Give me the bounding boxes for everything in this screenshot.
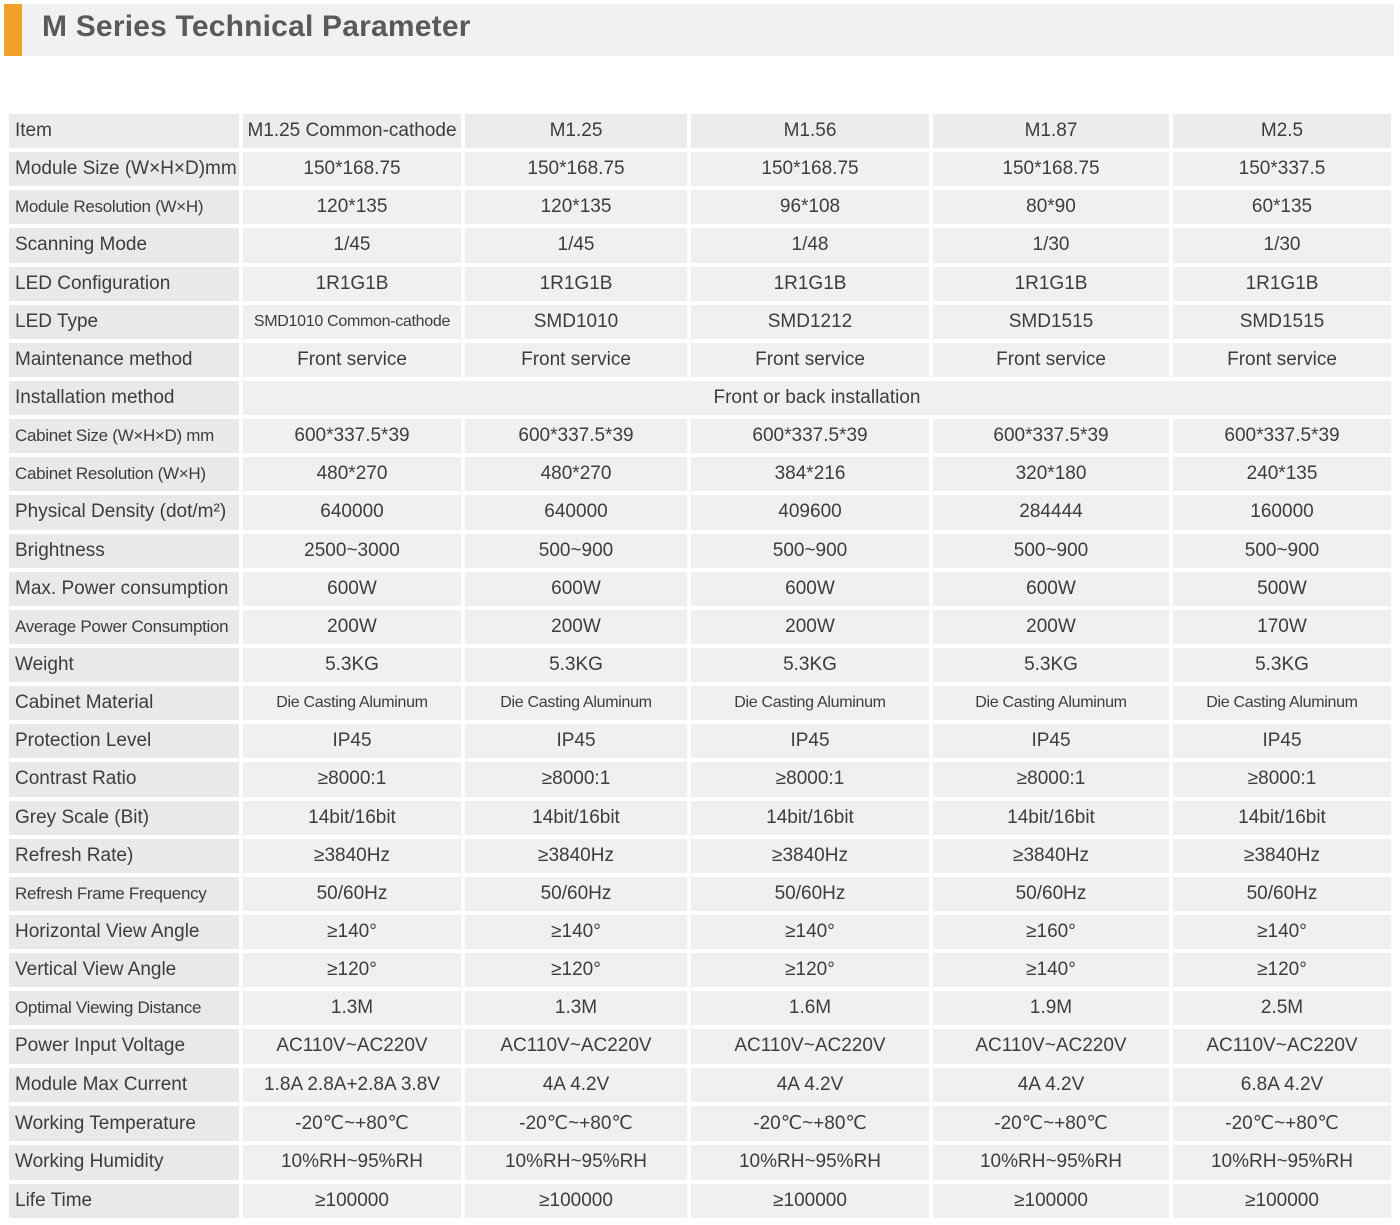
- table-cell: 150*337.5: [1173, 152, 1391, 186]
- row-label: Max. Power consumption: [9, 572, 239, 606]
- table-cell: 6.8A 4.2V: [1173, 1068, 1391, 1102]
- table-cell: 600W: [243, 572, 461, 606]
- table-cell: 240*135: [1173, 457, 1391, 491]
- row-label: Contrast Ratio: [9, 762, 239, 796]
- table-cell: 500~900: [691, 534, 929, 568]
- row-label: LED Type: [9, 305, 239, 339]
- table-row: [9, 801, 1391, 835]
- table-cell: 600W: [465, 572, 687, 606]
- table-row: [9, 419, 1391, 453]
- table-cell: 2.5M: [1173, 991, 1391, 1025]
- table-row: [9, 572, 1391, 606]
- table-row: [9, 190, 1391, 224]
- table-cell: ≥100000: [691, 1184, 929, 1219]
- table-row: [9, 495, 1391, 529]
- table-cell: 1.3M: [465, 991, 687, 1025]
- table-cell: -20℃~+80℃: [243, 1106, 461, 1142]
- table-cell: 150*168.75: [691, 152, 929, 186]
- table-cell: IP45: [243, 724, 461, 758]
- table-row: [9, 648, 1391, 682]
- table-row: [9, 1184, 1391, 1219]
- table-cell: 5.3KG: [465, 648, 687, 682]
- table-cell: AC110V~AC220V: [933, 1029, 1169, 1063]
- table-cell: ≥3840Hz: [1173, 839, 1391, 873]
- row-label: Optimal Viewing Distance: [9, 991, 239, 1025]
- row-label: Cabinet Material: [9, 686, 239, 720]
- table-cell: 500~900: [933, 534, 1169, 568]
- table-cell: ≥160°: [933, 915, 1169, 949]
- table-cell: 600*337.5*39: [465, 419, 687, 453]
- row-label: Module Size (W×H×D)mm: [9, 152, 239, 186]
- row-label: Refresh Rate): [9, 839, 239, 873]
- row-label: Life Time: [9, 1184, 239, 1219]
- table-cell: 1/45: [243, 228, 461, 262]
- table-cell: 1.6M: [691, 991, 929, 1025]
- table-cell: 5.3KG: [243, 648, 461, 682]
- row-label: Module Max Current: [9, 1068, 239, 1102]
- title-bar: [4, 4, 1394, 56]
- table-cell: 600W: [691, 572, 929, 606]
- table-row: [9, 152, 1391, 186]
- row-label: Vertical View Angle: [9, 953, 239, 987]
- table-cell: ≥120°: [691, 953, 929, 987]
- table-cell: ≥3840Hz: [465, 839, 687, 873]
- table-cell: 320*180: [933, 457, 1169, 491]
- row-label: Grey Scale (Bit): [9, 801, 239, 835]
- table-cell: AC110V~AC220V: [465, 1029, 687, 1063]
- table-cell: 1R1G1B: [933, 267, 1169, 301]
- table-cell: 10%RH~95%RH: [933, 1145, 1169, 1179]
- table-row: [9, 953, 1391, 987]
- table-cell: ≥140°: [243, 915, 461, 949]
- table-cell: ≥8000:1: [465, 762, 687, 796]
- table-cell: 150*168.75: [465, 152, 687, 186]
- row-label: Installation method: [9, 381, 239, 415]
- table-row: [9, 877, 1391, 911]
- table-header-row: [9, 114, 1391, 148]
- table-cell: 1.3M: [243, 991, 461, 1025]
- table-cell: 14bit/16bit: [243, 801, 461, 835]
- table-cell: 80*90: [933, 190, 1169, 224]
- table-row: [9, 762, 1391, 796]
- table-cell: 480*270: [465, 457, 687, 491]
- row-label: Refresh Frame Frequency: [9, 877, 239, 911]
- row-label: Power Input Voltage: [9, 1029, 239, 1063]
- table-cell: 1R1G1B: [243, 267, 461, 301]
- table-cell: 600W: [933, 572, 1169, 606]
- table-cell: AC110V~AC220V: [1173, 1029, 1391, 1063]
- table-cell: -20℃~+80℃: [691, 1106, 929, 1142]
- table-cell: ≥3840Hz: [243, 839, 461, 873]
- row-label: Physical Density (dot/m²): [9, 495, 239, 529]
- spec-table: [5, 110, 1395, 1222]
- table-row: [9, 381, 1391, 415]
- table-cell: ≥140°: [933, 953, 1169, 987]
- table-cell: ≥100000: [1173, 1184, 1391, 1219]
- table-cell: 10%RH~95%RH: [243, 1145, 461, 1179]
- row-label: Cabinet Size (W×H×D) mm: [9, 419, 239, 453]
- table-cell: 170W: [1173, 610, 1391, 644]
- table-cell: 2500~3000: [243, 534, 461, 568]
- table-cell: Die Casting Aluminum: [933, 686, 1169, 720]
- table-row: [9, 686, 1391, 720]
- table-cell: AC110V~AC220V: [691, 1029, 929, 1063]
- table-cell: ≥100000: [243, 1184, 461, 1219]
- table-row: [9, 1068, 1391, 1102]
- table-cell: SMD1515: [933, 305, 1169, 339]
- table-cell: 5.3KG: [933, 648, 1169, 682]
- table-cell: 384*216: [691, 457, 929, 491]
- table-cell: 200W: [243, 610, 461, 644]
- table-cell: 409600: [691, 495, 929, 529]
- table-cell: 160000: [1173, 495, 1391, 529]
- row-label: Module Resolution (W×H): [9, 190, 239, 224]
- table-cell: Die Casting Aluminum: [691, 686, 929, 720]
- table-cell: ≥8000:1: [691, 762, 929, 796]
- table-cell: 50/60Hz: [465, 877, 687, 911]
- table-row: [9, 915, 1391, 949]
- table-cell: 50/60Hz: [933, 877, 1169, 911]
- table-cell: 1/48: [691, 228, 929, 262]
- model-header: M1.25 Common-cathode: [243, 114, 461, 148]
- table-cell: 96*108: [691, 190, 929, 224]
- table-cell: 500W: [1173, 572, 1391, 606]
- table-cell: 480*270: [243, 457, 461, 491]
- table-cell: Front service: [933, 343, 1169, 377]
- row-label: Weight: [9, 648, 239, 682]
- table-cell: 500~900: [1173, 534, 1391, 568]
- table-cell: 4A 4.2V: [465, 1068, 687, 1102]
- table-cell: AC110V~AC220V: [243, 1029, 461, 1063]
- table-cell: ≥100000: [465, 1184, 687, 1219]
- table-cell: SMD1515: [1173, 305, 1391, 339]
- table-cell: SMD1212: [691, 305, 929, 339]
- table-cell: 1R1G1B: [691, 267, 929, 301]
- row-label: LED Configuration: [9, 267, 239, 301]
- table-cell: Die Casting Aluminum: [1173, 686, 1391, 720]
- table-cell: ≥140°: [1173, 915, 1391, 949]
- table-cell: 10%RH~95%RH: [1173, 1145, 1391, 1179]
- table-cell: Front service: [1173, 343, 1391, 377]
- table-cell: 1.8A 2.8A+2.8A 3.8V: [243, 1068, 461, 1102]
- table-cell: 200W: [465, 610, 687, 644]
- table-cell: ≥120°: [243, 953, 461, 987]
- row-label: Cabinet Resolution (W×H): [9, 457, 239, 491]
- table-cell: ≥140°: [691, 915, 929, 949]
- table-row: [9, 305, 1391, 339]
- table-cell: 1R1G1B: [1173, 267, 1391, 301]
- table-cell: Die Casting Aluminum: [465, 686, 687, 720]
- table-row: [9, 534, 1391, 568]
- table-cell: ≥8000:1: [1173, 762, 1391, 796]
- table-cell: 120*135: [465, 190, 687, 224]
- model-header: M2.5: [1173, 114, 1391, 148]
- table-cell: 500~900: [465, 534, 687, 568]
- table-cell: 60*135: [1173, 190, 1391, 224]
- row-label: Working Humidity: [9, 1145, 239, 1179]
- table-cell: 1/30: [1173, 228, 1391, 262]
- table-cell: IP45: [691, 724, 929, 758]
- table-cell: Front service: [465, 343, 687, 377]
- table-cell: IP45: [933, 724, 1169, 758]
- table-cell: 600*337.5*39: [243, 419, 461, 453]
- row-label: Maintenance method: [9, 343, 239, 377]
- table-row: [9, 343, 1391, 377]
- table-row: [9, 1145, 1391, 1179]
- table-cell: 1.9M: [933, 991, 1169, 1025]
- table-cell: 50/60Hz: [243, 877, 461, 911]
- table-cell: IP45: [465, 724, 687, 758]
- table-cell: SMD1010: [465, 305, 687, 339]
- table-cell: Die Casting Aluminum: [243, 686, 461, 720]
- table-row: [9, 991, 1391, 1025]
- table-row: [9, 457, 1391, 491]
- table-cell: 150*168.75: [243, 152, 461, 186]
- table-cell: 284444: [933, 495, 1169, 529]
- table-cell: ≥100000: [933, 1184, 1169, 1219]
- table-cell: 120*135: [243, 190, 461, 224]
- table-cell: ≥120°: [1173, 953, 1391, 987]
- table-cell: 10%RH~95%RH: [691, 1145, 929, 1179]
- model-header: M1.87: [933, 114, 1169, 148]
- row-label: Brightness: [9, 534, 239, 568]
- table-row: [9, 228, 1391, 262]
- table-cell: 200W: [691, 610, 929, 644]
- table-cell: 5.3KG: [1173, 648, 1391, 682]
- table-row: [9, 839, 1391, 873]
- table-cell: 5.3KG: [691, 648, 929, 682]
- table-cell: 4A 4.2V: [691, 1068, 929, 1102]
- table-cell: 50/60Hz: [691, 877, 929, 911]
- table-cell: IP45: [1173, 724, 1391, 758]
- table-cell: 14bit/16bit: [691, 801, 929, 835]
- table-cell: Front service: [691, 343, 929, 377]
- spec-table-body: [9, 114, 1391, 1218]
- table-cell: ≥3840Hz: [933, 839, 1169, 873]
- model-header: M1.25: [465, 114, 687, 148]
- row-label: Working Temperature: [9, 1106, 239, 1142]
- table-cell: 200W: [933, 610, 1169, 644]
- table-cell: ≥120°: [465, 953, 687, 987]
- table-cell: ≥140°: [465, 915, 687, 949]
- table-row: [9, 724, 1391, 758]
- table-cell: ≥8000:1: [243, 762, 461, 796]
- table-row: [9, 610, 1391, 644]
- table-cell: ≥8000:1: [933, 762, 1169, 796]
- table-row: [9, 1106, 1391, 1142]
- table-cell: 600*337.5*39: [691, 419, 929, 453]
- merged-cell: Front or back installation: [243, 381, 1391, 415]
- model-header: M1.56: [691, 114, 929, 148]
- table-cell: 10%RH~95%RH: [465, 1145, 687, 1179]
- table-cell: -20℃~+80℃: [465, 1106, 687, 1142]
- table-cell: 640000: [465, 495, 687, 529]
- table-row: [9, 1029, 1391, 1063]
- title-accent-bar: [4, 4, 22, 56]
- table-cell: 14bit/16bit: [465, 801, 687, 835]
- table-cell: 50/60Hz: [1173, 877, 1391, 911]
- table-cell: 150*168.75: [933, 152, 1169, 186]
- table-cell: ≥3840Hz: [691, 839, 929, 873]
- table-cell: Front service: [243, 343, 461, 377]
- row-label: Protection Level: [9, 724, 239, 758]
- table-cell: 640000: [243, 495, 461, 529]
- table-cell: 1R1G1B: [465, 267, 687, 301]
- table-cell: 1/45: [465, 228, 687, 262]
- header-item-label: Item: [9, 114, 239, 148]
- row-label: Horizontal View Angle: [9, 915, 239, 949]
- table-cell: 14bit/16bit: [1173, 801, 1391, 835]
- table-cell: 4A 4.2V: [933, 1068, 1169, 1102]
- page-title: M Series Technical Parameter: [42, 10, 471, 43]
- table-cell: 14bit/16bit: [933, 801, 1169, 835]
- table-cell: SMD1010 Common-cathode: [243, 305, 461, 339]
- table-cell: -20℃~+80℃: [933, 1106, 1169, 1142]
- table-cell: -20℃~+80℃: [1173, 1106, 1391, 1142]
- table-cell: 1/30: [933, 228, 1169, 262]
- table-cell: 600*337.5*39: [933, 419, 1169, 453]
- table-cell: 600*337.5*39: [1173, 419, 1391, 453]
- table-row: [9, 267, 1391, 301]
- row-label: Average Power Consumption: [9, 610, 239, 644]
- row-label: Scanning Mode: [9, 228, 239, 262]
